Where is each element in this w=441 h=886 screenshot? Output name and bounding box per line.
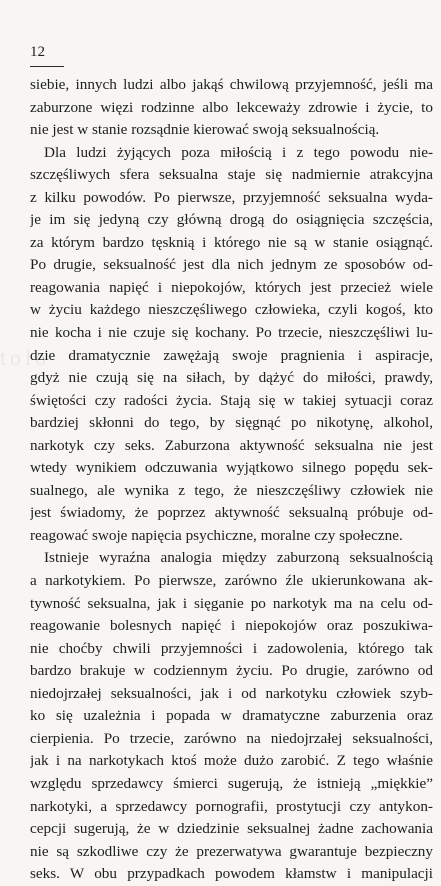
text-line: reagować swoje napięcia psychiczne, moralne czy społeczne. [30,526,403,544]
text-line: ko się uzależnia i popada w dramatyczne zaburzenia oraz [30,707,433,725]
text-line: siebie, innych ludzi albo jakąś chwilową przyjemność, jeśli ma [30,76,433,93]
text-line: je im się jedyną czy główną drogą do osiągnięcia szczęścia, [30,211,433,229]
text-line: nie kocha i nie czuje się kochany. Po trzecie, nieszczęśliwi lu- [30,324,433,342]
text-line: w życiu każdego nieszczęśliwego człowieka, czyli kogoś, kto [30,301,433,319]
text-line: tywność seksualna, jak i sięganie po narkotyk ma na celu od- [30,594,433,612]
text-line: a narkotykiem. Po pierwsze, zarówno źle ukierunkowana ak- [30,572,433,590]
page-number: 12 [30,44,45,60]
text-line: wtedy wynikiem odczuwania wyjątkowo silnego popędu sek- [30,459,433,477]
text-line: narkotyk czy seks. Zaburzona aktywność seksualna nie jest [30,436,433,454]
watermark: tolo [0,345,51,370]
text-line: świętości czy radości życia. Stają się w takiej sytuacji coraz [30,391,433,409]
text-line: względu sprzedawcy śmierci sugerują, że istnieją „miękkie” [30,774,433,792]
text-line: bardziej skłonni do tego, by sięgnąć po nikotynę, alkohol, [30,414,433,432]
text-line: Dla ludzi żyjących poza miłością i z tego powodu nie- [44,143,433,161]
text-line: jest świadomy, że poprzez aktywność seksualną próbuje od- [30,504,433,522]
text-line: narkotyki, a sprzedawcy pornografii, prostytucji czy antykon- [30,797,433,815]
text-line: niedojrzałej seksualności, jak i od narkotyku człowiek szyb- [30,684,433,702]
text-line: seks. W obu przypadkach powodem kłamstw i manipulacji [30,865,433,883]
text-line: dzie dramatycznie zawężają swoje pragnienia i aspiracje, [30,346,433,364]
text-line: sualnego, ale wynika z tego, że nieszczęśliwy człowiek nie [30,481,433,499]
text-line: z kilku powodów. Po pierwsze, przyjemność seksualna wyda- [30,188,433,206]
text-line: reagowania napięć i niepokojów, których jest przecież wiele [30,278,433,296]
text-line: nie są szkodliwe czy że prezerwatywa gwarantuje bezpieczny [30,842,433,860]
text-line: za którym bardzo tęsknią i którego nie są w stanie osiągnąć. [30,233,433,251]
body-text [30,74,433,886]
text-line: reagowanie bolesnych napięć i niepokojów oraz poszukiwa- [30,617,433,635]
text-line: gdyż nie czują się na siłach, by dążyć do miłości, prawdy, [30,369,433,387]
text-line: Po drugie, seksualność jest dla nich jednym ze sposobów od- [30,256,433,274]
text-line: bardzo brakuje w codziennym życiu. Po drugie, zarówno od [30,662,433,680]
text-line: cepcji sugerują, że w dziedzinie seksualnej żadne zachowania [30,820,433,838]
text-line: jak i na narkotykach ktoś może dużo zarobić. Z tego właśnie [30,752,433,770]
text-line: nie choćby chwili przyjemności i zadowolenia, którego tak [30,639,433,657]
text-line: Istnieje wyraźna analogia między zaburzoną seksualnością [44,549,433,567]
text-line: zaburzone więzi rodzinne albo lekceważy zdrowie i życie, to [30,98,433,116]
text-line: cierpienia. Po trzecie, zarówno na niedojrzałej seksualności, [30,729,433,747]
text-line: szczęśliwych sfera seksualna staje się nadmiernie atrakcyjna [30,166,433,184]
header-rule [30,66,64,67]
text-line: nie jest w stanie rozsądnie kierować swoją seksualnością. [30,121,380,139]
